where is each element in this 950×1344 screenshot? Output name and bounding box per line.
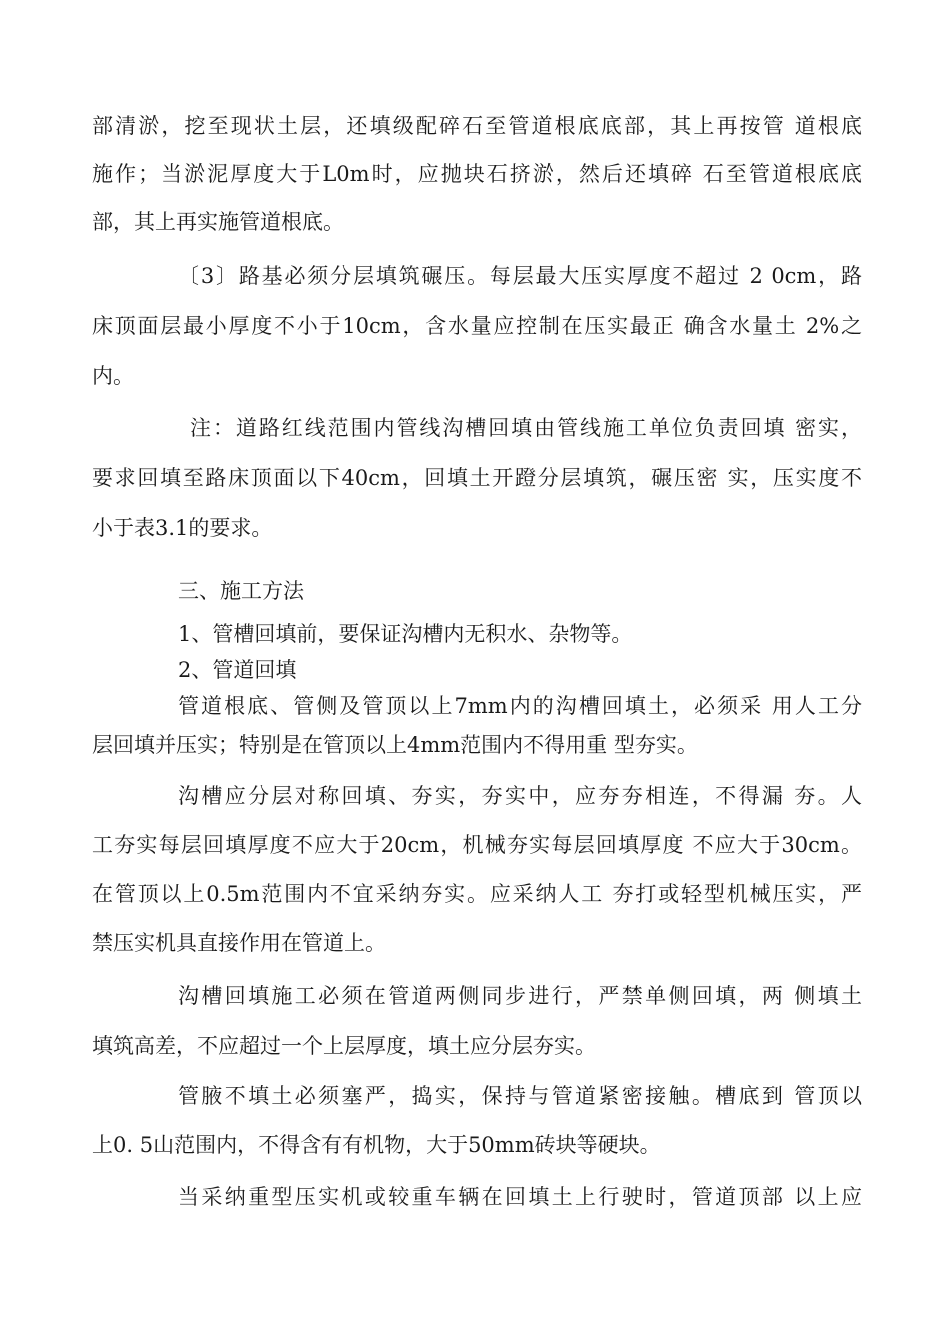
text-line: 层回填并压实；特别是在管顶以上4mm范围内不得用重 型夯实。 bbox=[92, 733, 698, 757]
text-line: 上0. 5山范围内，不得含有有机物，大于50mm砖块等硬块。 bbox=[92, 1133, 661, 1157]
text-line: 〔3〕路基必须分层填筑碾压。每层最大压实厚度不超过 2 0cm，路 bbox=[178, 264, 862, 288]
list-item: 1、管槽回填前，要保证沟槽内无积水、杂物等。 bbox=[178, 622, 633, 646]
text-line: 床顶面层最小厚度不小于10cm，含水量应控制在压实最正 确含水量土 2%之 bbox=[92, 314, 862, 338]
text-line: 在管顶以上0.5m范围内不宜采纳夯实。应采纳人工 夯打或轻型机械压实，严 bbox=[92, 882, 862, 906]
text-line: 当采纳重型压实机或较重车辆在回填土上行驶时，管道顶部 以上应 bbox=[178, 1185, 862, 1209]
text-line: 工夯实每层回填厚度不应大于20cm，机械夯实每层回填厚度 不应大于30cm。 bbox=[92, 833, 862, 857]
text-line: 管腋不填土必须塞严，捣实，保持与管道紧密接触。槽底到 管顶以 bbox=[178, 1084, 862, 1108]
text-line: 沟槽应分层对称回填、夯实，夯实中，应夯夯相连，不得漏 夯。人 bbox=[178, 784, 862, 808]
list-item: 2、管道回填 bbox=[178, 658, 297, 682]
note-line: 要求回填至路床顶面以下40cm，回填土开蹬分层填筑，碾压密 实，压实度不 bbox=[92, 466, 862, 490]
text-line: 施作；当淤泥厚度大于L0m时，应抛块石挤淤，然后还填碎 石至管道根底底 bbox=[92, 162, 862, 186]
text-line: 禁压实机具直接作用在管道上。 bbox=[92, 931, 386, 955]
text-line: 管道根底、管侧及管顶以上7mm内的沟槽回填土，必须采 用人工分 bbox=[178, 694, 862, 718]
text-line: 部清淤，挖至现状土层，还填级配碎石至管道根底底部，其上再按管 道根底 bbox=[92, 114, 862, 138]
text-line: 填筑高差，不应超过一个上层厚度，填土应分层夯实。 bbox=[92, 1034, 596, 1058]
text-line: 部，其上再实施管道根底。 bbox=[92, 210, 344, 234]
text-line: 沟槽回填施工必须在管道两侧同步进行，严禁单侧回填，两 侧填土 bbox=[178, 984, 862, 1008]
note-line: 注：道路红线范围内管线沟槽回填由管线施工单位负责回填 密实， bbox=[190, 416, 862, 440]
text-line: 内。 bbox=[92, 364, 134, 388]
section-heading: 三、施工方法 bbox=[178, 579, 304, 603]
note-line: 小于表3.1的要求。 bbox=[92, 516, 273, 540]
